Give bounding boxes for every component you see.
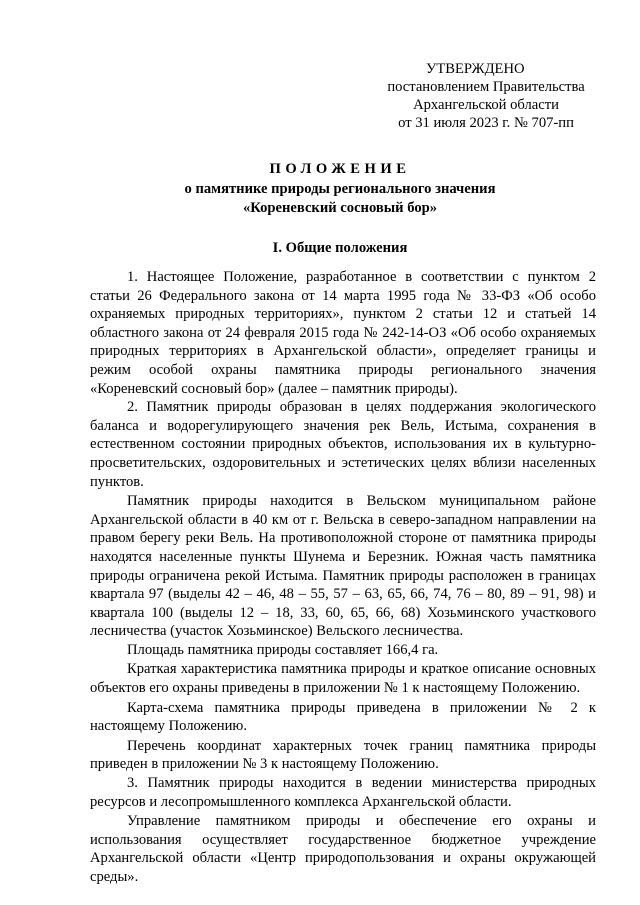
approval-line-1: постановлением Правительства bbox=[387, 79, 585, 95]
document-body bbox=[90, 268, 596, 887]
approval-stamp bbox=[376, 60, 596, 132]
paragraph-4: Площадь памятника природы составляет 166,4 га. bbox=[127, 641, 439, 658]
approval-title: УТВЕРЖДЕНО bbox=[426, 61, 525, 77]
document-subtitle-2: «Кореневский сосновый бор» bbox=[242, 200, 438, 216]
paragraph-9: Управление памятником природы и обеспечение его охраны и использования осуществляет государственное бюджетное учреждение Архангельской области «Центр природопользования и охраны окружающей среды». bbox=[90, 813, 596, 885]
paragraph-3: Памятник природы находится в Вельском муниципальном районе Архангельской области в 40 км от г. Вельска в северо-западном направлении на правом берегу реки Вель. На противоположной стороне от памятника природы находятся населенные пункты Шунема и Березник. Южная часть памятника природы ограничена рекой Истыма. Памятник природы расположен в границах квартала 97 (выделы 42 – 46, 48 – 55, 57 – 63, 65, 66, 74, 76 – 80, 89 – 91, 98) и квартала 100 (выделы 12 – 18, 33, 60, 65, 66, 68) Хозьминского участкового лесничества (участок Хозьминское) Вельского лесничества. bbox=[90, 493, 596, 640]
paragraph-7: Перечень координат характерных точек границ памятника природы приведен в приложении № 3 к настоящему Положению. bbox=[90, 737, 596, 773]
paragraph-5: Краткая характеристика памятника природы и краткое описание основных объектов его охраны приведены в приложении № 1 к настоящему Положению. bbox=[90, 661, 596, 697]
paragraph-2: 2. Памятник природы образован в целях поддержания экологического баланса и водорегулирующего значения рек Вель, Истыма, сохранения в естественном состоянии природных объектов, использования их в культурно-просветительских, оздоровительных и эстетических целях вблизи населенных пунктов. bbox=[90, 399, 596, 490]
section-heading: I. Общие положения bbox=[272, 240, 408, 256]
document-title-block bbox=[90, 160, 590, 218]
document-subtitle-1: о памятнике природы регионального значения bbox=[184, 181, 496, 197]
paragraph-8: 3. Памятник природы находится в ведении министерства природных ресурсов и лесопромышленного комплекса Архангельской области. bbox=[90, 775, 596, 810]
paragraph-1: 1. Настоящее Положение, разработанное в соответствии с пунктом 2 статьи 26 Федерального закона от 14 марта 1995 года № 33-ФЗ «Об особо охраняемых природных территориях», пунктом 2 статьи 12 и статьей 14 областного закона от 24 февраля 2015 года № 242-14-ОЗ «Об особо охраняемых природных территориях в Архангельской области», определяет границы и режим особой охраны памятника природы регионального значения «Кореневский сосновый бор» (далее – памятник природы). bbox=[90, 269, 596, 397]
approval-line-2: Архангельской области bbox=[413, 97, 559, 113]
approval-line-3: от 31 июля 2023 г. № 707-пп bbox=[398, 115, 574, 131]
paragraph-6: Карта-схема памятника природы приведена в приложении № 2 к настоящему Положению. bbox=[90, 699, 596, 735]
document-title: ПОЛОЖЕНИЕ bbox=[269, 161, 411, 177]
